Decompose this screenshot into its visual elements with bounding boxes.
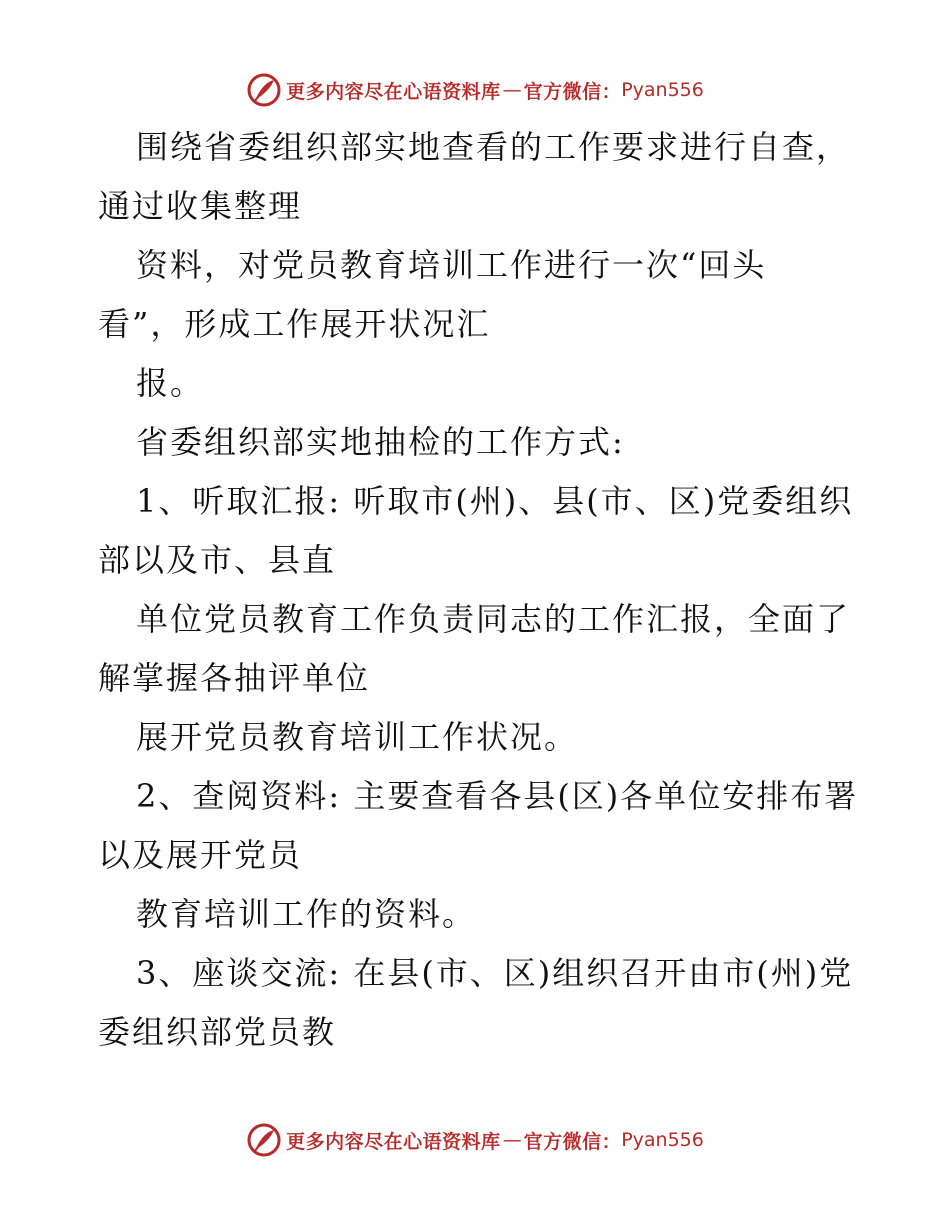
text-line: 围绕省委组织部实地查看的工作要求进行自查， [136,128,851,166]
feather-logo-icon [246,72,282,108]
text-line: 3、座谈交流: 在县(市、区)组织召开由市(州)党 [136,954,854,992]
text-line: 资料，对党员教育培训工作进行一次“回头 [136,246,767,284]
text-line: 省委组织部实地抽检的工作方式: [136,423,625,461]
text-line: 部以及市、县直 [98,541,337,579]
text-line: 解掌握各抽评单位 [98,659,371,697]
text-line: 报。 [136,364,205,402]
text-line: 以及展开党员 [98,836,303,874]
feather-logo-icon [246,1122,282,1158]
text-line: 展开党员教育培训工作状况。 [136,718,579,756]
text-line: 教育培训工作的资料。 [136,895,477,933]
watermark-site-text: 更多内容尽在心语资料库 [286,1130,501,1153]
footer-watermark [0,1120,950,1160]
watermark-separator: — [502,79,522,101]
text-line: 2、查阅资料: 主要查看各县(区)各单位安排布署 [136,777,859,815]
watermark-official-text: 官方微信： [523,80,622,103]
watermark-wechat-id: Pyan556 [621,1129,704,1151]
watermark-separator: — [502,1129,522,1151]
document-body [98,118,858,1062]
text-line: 1、听取汇报: 听取市(州)、县(市、区)党委组织 [136,482,854,520]
text-line: 单位党员教育工作负责同志的工作汇报，全面了 [136,600,851,638]
watermark-wechat-id: Pyan556 [621,79,704,101]
watermark-site-text: 更多内容尽在心语资料库 [286,80,501,103]
text-line: 委组织部党员教 [98,1013,337,1051]
text-line: 看”，形成工作展开状况汇 [98,305,491,343]
text-line: 通过收集整理 [98,187,303,225]
watermark-official-text: 官方微信： [523,1130,622,1153]
header-watermark [0,70,950,110]
